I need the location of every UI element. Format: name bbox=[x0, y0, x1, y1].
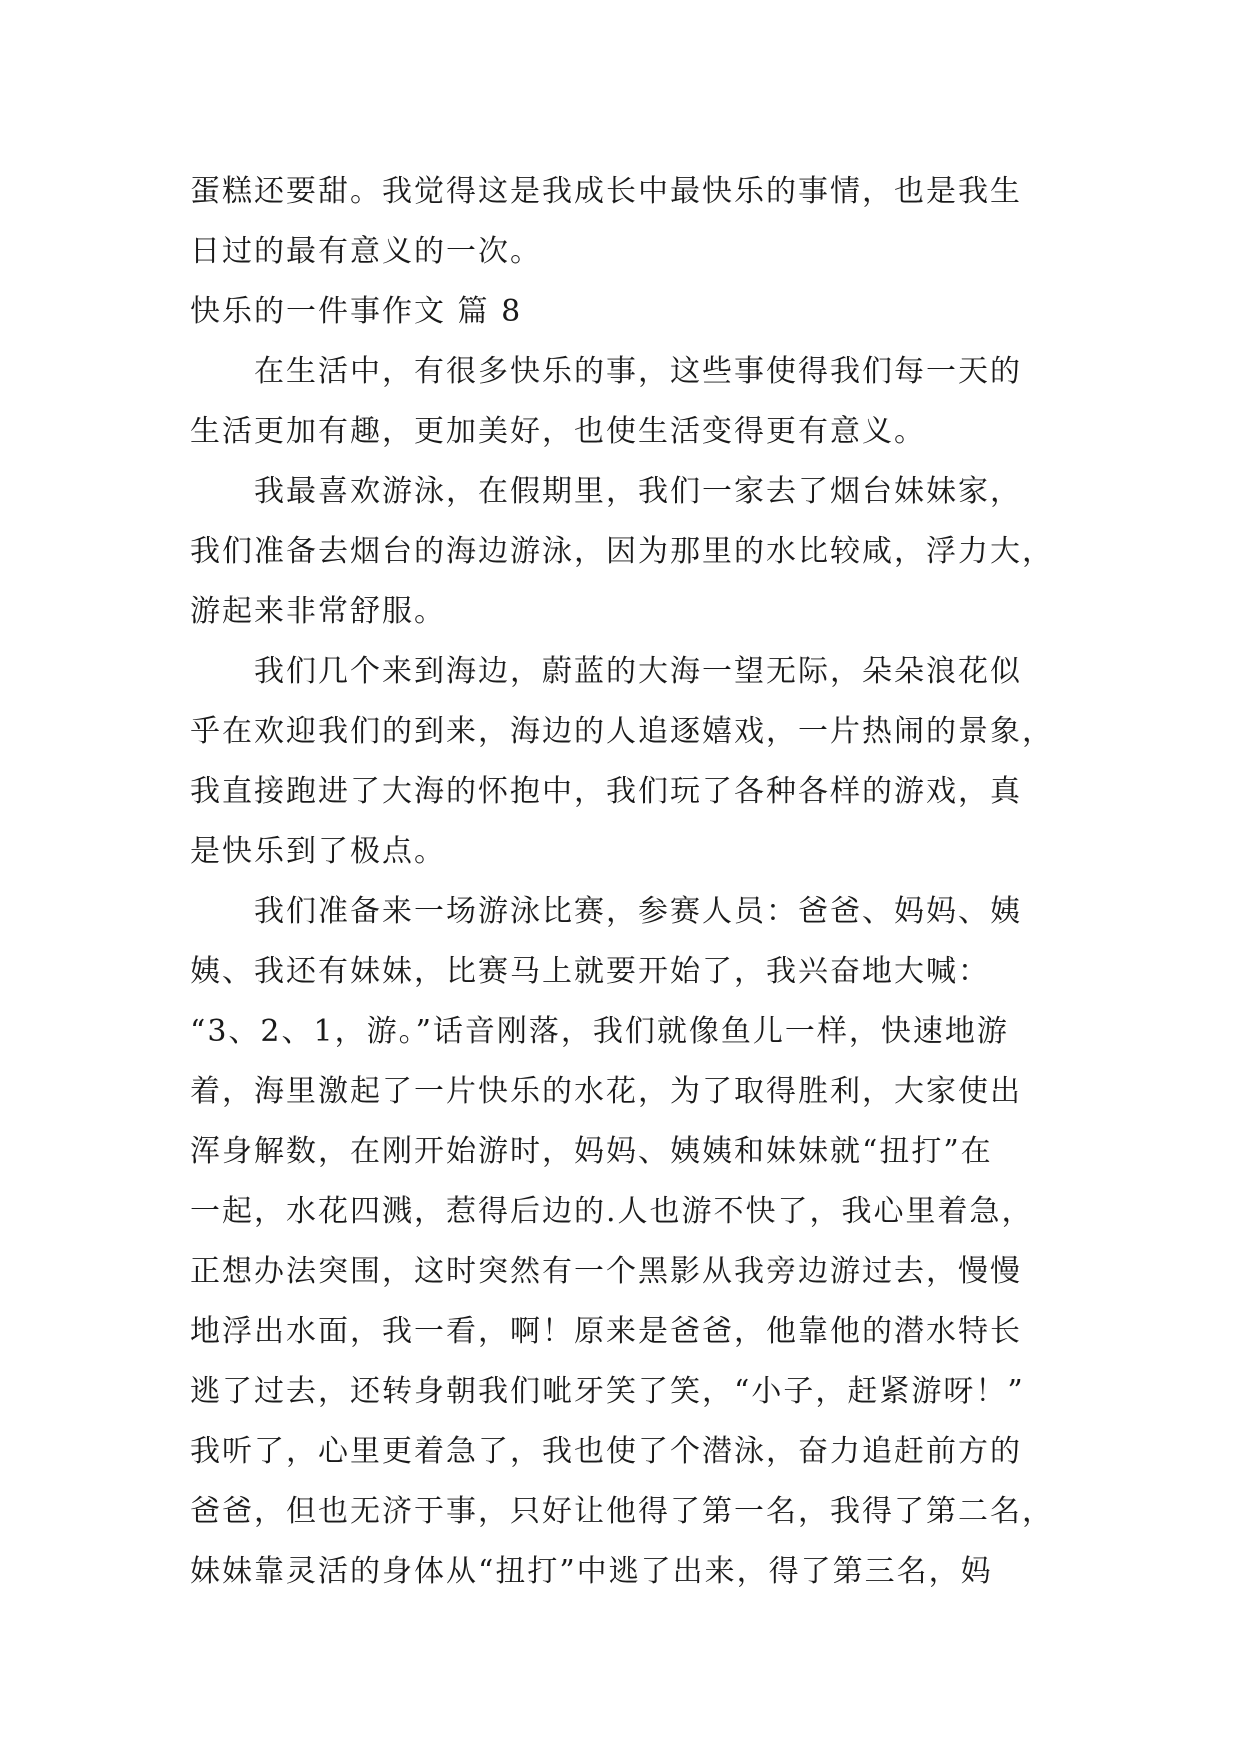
text-line: 正想办法突围，这时突然有一个黑影从我旁边游过去，慢慢 bbox=[190, 1254, 1022, 1289]
text-line: 日过的最有意义的一次。 bbox=[190, 234, 542, 269]
text-line: 我们准备来一场游泳比赛，参赛人员：爸爸、妈妈、姨 bbox=[190, 894, 1022, 929]
text-line: 游起来非常舒服。 bbox=[190, 594, 446, 629]
text-line: 妹妹靠灵活的身体从“扭打”中逃了出来，得了第三名，妈 bbox=[190, 1554, 993, 1589]
text-line: 蛋糕还要甜。我觉得这是我成长中最快乐的事情，也是我生 bbox=[190, 174, 1022, 209]
text-line: 我直接跑进了大海的怀抱中，我们玩了各种各样的游戏，真 bbox=[190, 774, 1022, 809]
text-line: 在生活中，有很多快乐的事，这些事使得我们每一天的 bbox=[190, 354, 1022, 389]
section-heading: 快乐的一件事作文 篇 8 bbox=[190, 294, 523, 329]
text-line: 我们准备去烟台的海边游泳，因为那里的水比较咸，浮力大， bbox=[190, 534, 1054, 569]
text-line: 一起，水花四溅，惹得后边的.人也游不快了，我心里着急， bbox=[190, 1194, 1034, 1229]
text-line: 我最喜欢游泳，在假期里，我们一家去了烟台妹妹家， bbox=[190, 474, 1022, 509]
text-line: 我听了，心里更着急了，我也使了个潜泳，奋力追赶前方的 bbox=[190, 1434, 1022, 1469]
text-line: 爸爸，但也无济于事，只好让他得了第一名，我得了第二名， bbox=[190, 1494, 1054, 1529]
document-body bbox=[190, 162, 1070, 1602]
text-line: 浑身解数，在刚开始游时，妈妈、姨姨和妹妹就“扭打”在 bbox=[190, 1134, 993, 1169]
text-line: 我们几个来到海边，蔚蓝的大海一望无际，朵朵浪花似 bbox=[190, 654, 1022, 689]
text-line: 生活更加有趣，更加美好，也使生活变得更有意义。 bbox=[190, 414, 926, 449]
text-line: 乎在欢迎我们的到来，海边的人追逐嬉戏，一片热闹的景象， bbox=[190, 714, 1054, 749]
text-line: 着，海里激起了一片快乐的水花，为了取得胜利，大家使出 bbox=[190, 1074, 1022, 1109]
text-line: “3、2、1，游。”话音刚落，我们就像鱼儿一样，快速地游 bbox=[190, 1014, 1009, 1049]
text-line: 地浮出水面，我一看，啊！原来是爸爸，他靠他的潜水特长 bbox=[190, 1314, 1022, 1349]
text-line: 姨、我还有妹妹，比赛马上就要开始了，我兴奋地大喊： bbox=[190, 954, 990, 989]
text-line: 是快乐到了极点。 bbox=[190, 834, 446, 869]
text-line: 逃了过去，还转身朝我们呲牙笑了笑，“小子，赶紧游呀！” bbox=[190, 1374, 1025, 1409]
